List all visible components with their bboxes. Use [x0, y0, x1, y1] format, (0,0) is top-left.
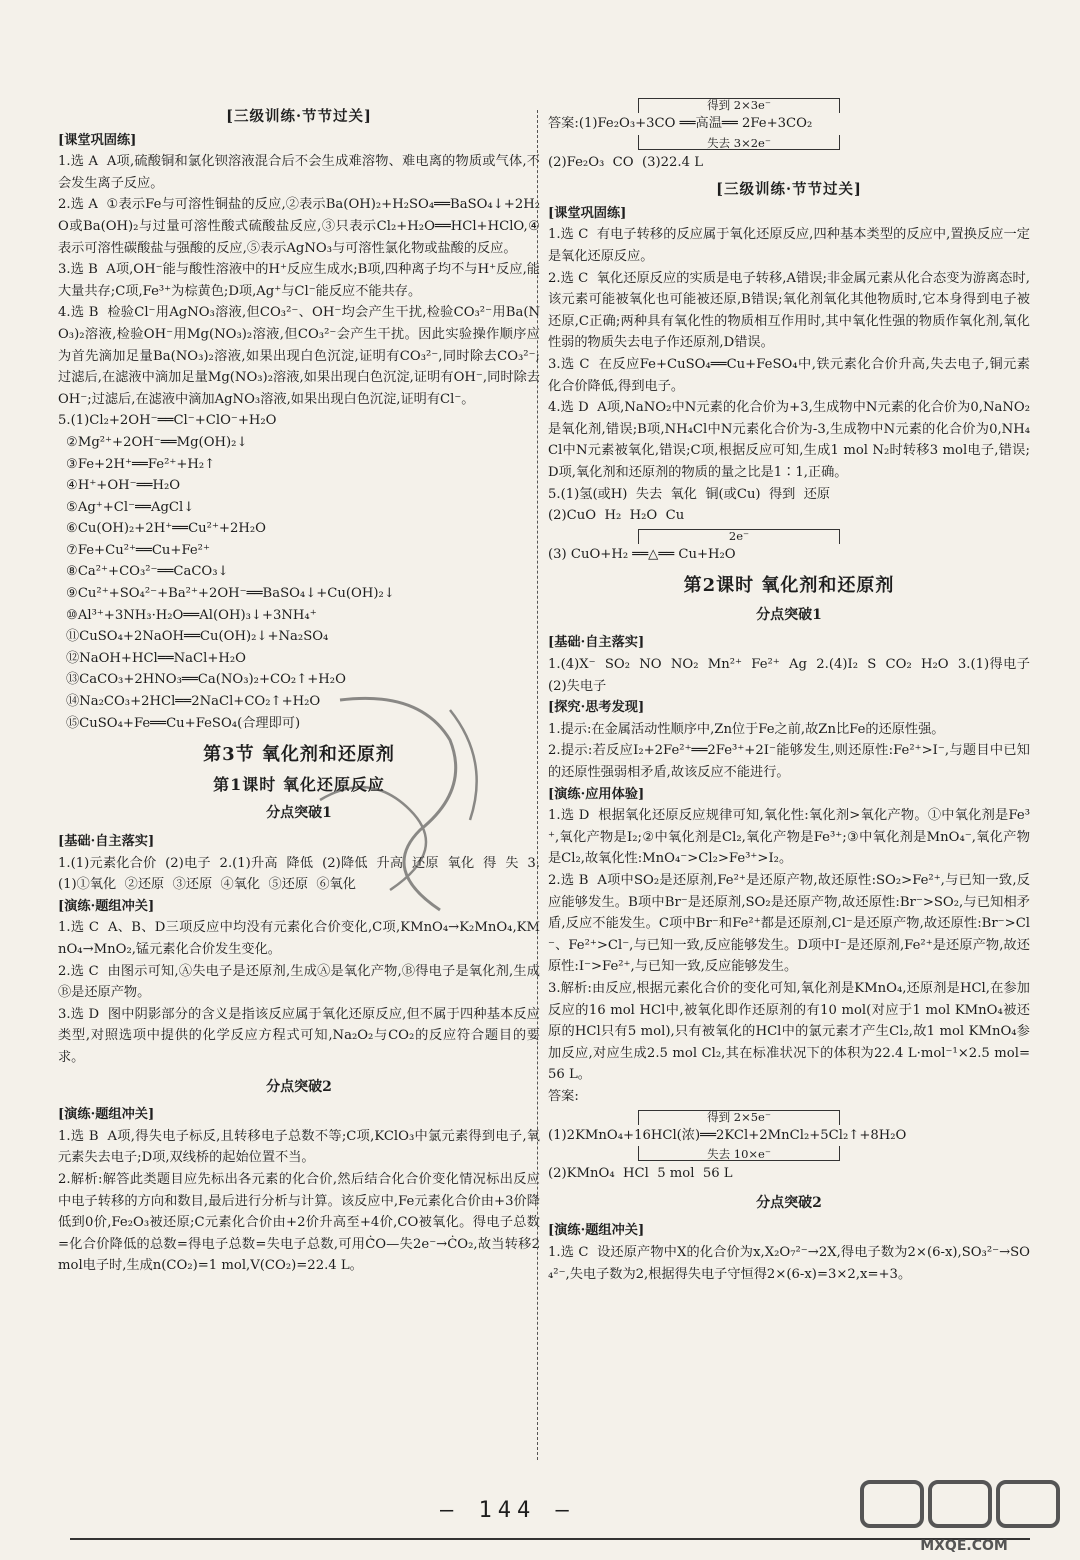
- subsection-tag: [演练·题组冲关]: [58, 1107, 155, 1123]
- answer-paragraph: 答案:: [548, 1088, 579, 1104]
- equation-line: ⑩Al³⁺+3NH₃·H₂O══Al(OH)₃↓+3NH₄⁺: [66, 607, 317, 623]
- subsection-tag: [基础·自主落实]: [548, 635, 645, 651]
- answer-paragraph: 1.提示:在金属活动性顺序中,Zn位于Fe之前,故Zn比Fe的还原性强。: [548, 721, 945, 737]
- answer-paragraph: 2.选 C 由图示可知,Ⓐ失电子是还原剂,生成Ⓐ是氧化产物,Ⓑ得电子是氧化剂,生成Ⓑ是还原产物。: [58, 963, 540, 1001]
- part-heading: 分点突破1: [756, 606, 822, 623]
- answer-paragraph: (2)CuO H₂ H₂O Cu: [548, 508, 685, 524]
- answer-paragraph: 2.选 A ①表示Fe与可溶性铜盐的反应,②表示Ba(OH)₂+H₂SO₄══BaSO₄↓+2H₂O或Ba(OH)₂与过量可溶性酸式硫酸盐反应,③只表示Cl₂+H₂O══HCl+HClO,④表示可溶性碳酸盐与强酸的反应,⑤表示AgNO₃与可溶性氯化物或盐酸的反应。: [58, 197, 540, 256]
- answer-paragraph: (2)Fe₂O₃ CO (3)22.4 L: [548, 154, 703, 170]
- transfer-top-label: 2e⁻: [638, 529, 840, 544]
- lesson-title: 第2课时 氧化剂和还原剂: [683, 575, 895, 597]
- transfer-bottom-label: 失去 3×2e⁻: [638, 135, 840, 150]
- part-heading: 分点突破1: [266, 805, 332, 822]
- answer-paragraph: 1.选 D 根据氧化还原反应规律可知,氧化性:氧化剂>氧化产物。①中氧化剂是Fe³⁺,氧化产物是I₂;②中氧化剂是Cl₂,氧化产物是Fe³⁺;③中氧化剂是MnO₄⁻,氧化产物是Cl₂,故氧化性:MnO₄⁻>Cl₂>Fe³⁺>I₂。: [548, 808, 1030, 867]
- answer-paragraph: 2.提示:若反应I₂+2Fe²⁺══2Fe³⁺+2I⁻能够发生,则还原性:Fe²⁺>I⁻,与题目中已知的还原性强弱相矛盾,故该反应不能进行。: [548, 743, 1030, 781]
- section-header: [三级训练·节节过关]: [226, 108, 372, 125]
- electron-transfer-diagram: [548, 98, 1030, 150]
- answer-paragraph: 5.(1)氢(或H) 失去 氧化 铜(或Cu) 得到 还原: [548, 486, 831, 502]
- section-header: [三级训练·节节过关]: [716, 181, 862, 199]
- equation-line: ⑥Cu(OH)₂+2H⁺══Cu²⁺+2H₂O: [66, 521, 266, 537]
- answer-paragraph: 2.解析:解答此类题目应先标出各元素的化合价,然后结合化合价变化情况标出反应中电子转移的方向和数目,最后进行分析与计算。该反应中,Fe元素化合价由+3价降低到0价,Fe₂O₃被还原;C元素化合价由+2价升高至+4价,CO被氧化。得电子总数=化合价降低的总数=得电子总数=失电子总数,可用Ċ̇O—失2e⁻→ĊO₂,故当转移2 mol电子时,生成n(CO₂)=1 mol,V(CO₂)=22.4 L。: [58, 1171, 545, 1274]
- transfer-top-label: 得到 2×3e⁻: [638, 98, 840, 113]
- answer-paragraph: (2)KMnO₄ HCl 5 mol 56 L: [548, 1166, 733, 1182]
- answer-paragraph: 4.选 D A项,NaNO₂中N元素的化合价为+3,生成物中N元素的化合价为0,NaNO₂是氧化剂,错误;B项,NH₄Cl中N元素化合价为-3,生成物中N元素的化合价为0,NH₄Cl中N元素被氧化,错误;C项,根据反应可知,生成1 mol N₂时转移3 mol电子,错误;D项,氧化剂和还原剂的物质的量之比是1∶1,正确。: [548, 400, 1030, 480]
- svg-text:MXQE.COM: MXQE.COM: [920, 1538, 1008, 1554]
- answer-paragraph: 1.选 C 有电子转移的反应属于氧化还原反应,四种基本类型的反应中,置换反应一定是氧化还原反应。: [548, 227, 1030, 264]
- part-heading: 分点突破2: [266, 1078, 332, 1095]
- answer-paragraph: 1.选 A A项,硫酸铜和氯化钡溶液混合后不会生成难溶物、难电离的物质或气体,不会发生离子反应。: [58, 154, 540, 191]
- part-heading: 分点突破2: [756, 1194, 822, 1211]
- answer-paragraph: 3.解析:由反应,根据元素化合价的变化可知,氧化剂是KMnO₄,还原剂是HCl,在参加反应的16 mol HCl中,被氧化即作还原剂的有10 mol(对应于1 mol KMnO₄被还原的HCl只有5 mol),只有被氧化的HCl中的氯元素才产生Cl₂,故1 mol KMnO₄参加反应,对应生成2.5 mol Cl₂,其在标准状况下的体积为22.4 L·mol⁻¹×2.5 mol=56 L。: [548, 980, 1030, 1083]
- equation-line: ⑨Cu²⁺+SO₄²⁻+Ba²⁺+2OH⁻══BaSO₄↓+Cu(OH)₂↓: [66, 586, 395, 602]
- column-divider: [537, 110, 538, 1460]
- equation-line: ③Fe+2H⁺══Fe²⁺+H₂↑: [66, 456, 216, 472]
- answer-paragraph: 1.(1)元素化合价 (2)电子 2.(1)升高 降低 (2)降低 升高 还原 氧化 得 失 3.(1)①氧化 ②还原 ③还原 ④氧化 ⑤还原 ⑥氧化: [58, 855, 540, 893]
- subsection-tag: [演练·题组冲关]: [548, 1223, 645, 1239]
- answer-paragraph: 4.选 B 检验Cl⁻用AgNO₃溶液,但CO₃²⁻、OH⁻均会产生干扰,检验CO₃²⁻用Ba(NO₃)₂溶液,检验OH⁻用Mg(NO₃)₂溶液,但CO₃²⁻会产生干扰。因此实验操作顺序应为首先滴加足量Ba(NO₃)₂溶液,如果出现白色沉淀,证明有CO₃²⁻,同时除去CO₃²⁻;过滤后,在滤液中滴加足量Mg(NO₃)₂溶液,如果出现白色沉淀,证明有OH⁻,同时除去OH⁻;过滤后,在滤液中滴加AgNO₃溶液,如果出现白色沉淀,证明有Cl⁻。: [58, 305, 540, 407]
- answer-paragraph: 3.选 C 在反应Fe+CuSO₄══Cu+FeSO₄中,铁元素化合价升高,失去电子,铜元素化合价降低,得到电子。: [548, 356, 1030, 394]
- subsection-tag: [探究·思考发现]: [548, 700, 645, 716]
- answer-paragraph: 1.选 C A、B、D三项反应中均没有元素化合价变化,C项,KMnO₄→K₂MnO₄,KMnO₄→MnO₂,锰元素化合价发生变化。: [58, 920, 540, 957]
- equation-line: ②Mg²⁺+2OH⁻══Mg(OH)₂↓: [66, 434, 248, 450]
- equation-line: ④H⁺+OH⁻══H₂O: [66, 478, 181, 494]
- subsection-tag: [课堂巩固练]: [58, 132, 137, 148]
- page-number: — 144 —: [440, 1498, 575, 1523]
- equation-line: ⑮CuSO₄+Fe══Cu+FeSO₄(合理即可): [66, 715, 301, 731]
- equation-line: ⑬CaCO₃+2HNO₃══Ca(NO₃)₂+CO₂↑+H₂O: [66, 672, 346, 688]
- equation-line: ⑫NaOH+HCl══NaCl+H₂O: [66, 650, 246, 666]
- equation-line: ⑧Ca²⁺+CO₃²⁻══CaCO₃↓: [66, 564, 229, 580]
- electron-transfer-diagram: [548, 1110, 1030, 1162]
- answer-paragraph: 2.选 B A项中SO₂是还原剂,Fe²⁺是还原产物,故还原性:SO₂>Fe²⁺,与已知一致,反应能够发生。B项中Br⁻是还原剂,SO₂是还原产物,故还原性:Br⁻>SO₂,与已知相矛盾,反应不能发生。C项中Br⁻和Fe²⁺都是还原剂,Cl⁻是还原产物,故还原性:Br⁻>Cl⁻、Fe²⁺>Cl⁻,与已知一致,反应能够发生。D项中I⁻是还原剂,Fe²⁺是还原产物,故还原性:I⁻>Fe²⁺,与已知一致,反应能够发生。: [548, 873, 1030, 975]
- transfer-equation: 答案:(1)Fe₂O₃+3CO ══高温══ 2Fe+3CO₂: [548, 116, 813, 131]
- class-title: 第1课时 氧化还原反应: [213, 774, 385, 794]
- answer-paragraph: 2.选 C 氧化还原反应的实质是电子转移,A错误;非金属元素从化合态变为游离态时,该元素可能被氧化也可能被还原,B错误;氧化剂氧化其他物质时,它本身得到电子被还原,C正确;两种具有氧化性的物质相互作用时,其中氧化性强的物质作氧化剂,氧化性弱的物质失去电子作还原剂,D错误。: [548, 270, 1030, 351]
- equation-line: ⑤Ag⁺+Cl⁻══AgCl↓: [66, 499, 195, 515]
- mxqe-watermark-logo: [858, 1476, 1070, 1556]
- subsection-tag: [演练·应用体验]: [548, 786, 645, 802]
- equation-line: ⑭Na₂CO₃+2HCl══2NaCl+CO₂↑+H₂O: [66, 694, 321, 710]
- answer-paragraph: 1.选 C 设还原产物中X的化合价为x,X₂O₇²⁻→2X,得电子数为2×(6-x),SO₃²⁻→SO₄²⁻,失电子数为2,根据得失电子守恒得2×(6-x)=3×2,x=+3。: [548, 1244, 1030, 1282]
- transfer-top-label: 得到 2×5e⁻: [638, 1110, 840, 1125]
- lesson-title: 第3节 氧化剂和还原剂: [203, 744, 395, 766]
- answer-paragraph: 5.(1)Cl₂+2OH⁻══Cl⁻+ClO⁻+H₂O: [58, 413, 277, 429]
- handwritten-stamp-overlay: [300, 680, 510, 940]
- equation-line: ⑪CuSO₄+2NaOH══Cu(OH)₂↓+Na₂SO₄: [66, 629, 329, 645]
- electron-transfer-diagram: [548, 529, 1030, 566]
- transfer-equation: (1)2KMnO₄+16HCl(浓)══2KCl+2MnCl₂+5Cl₂↑+8H₂O: [548, 1127, 907, 1143]
- transfer-equation: (3) CuO+H₂ ══△══ Cu+H₂O: [548, 546, 736, 562]
- right-column: [548, 96, 1039, 1285]
- answer-paragraph: 3.选 D 图中阴影部分的含义是指该反应属于氧化还原反应,但不属于四种基本反应类型,对照选项中提供的化学反应方程式可知,Na₂O₂与CO₂的反应符合题目的要求。: [58, 1006, 540, 1065]
- equation-line: ⑦Fe+Cu²⁺══Cu+Fe²⁺: [66, 542, 210, 558]
- answer-paragraph: 1.选 B A项,得失电子标反,且转移电子总数不等;C项,KClO₃中氯元素得到电子,氧元素失去电子;D项,双线桥的起始位置不当。: [58, 1128, 540, 1166]
- subsection-tag: [基础·自主落实]: [58, 834, 155, 849]
- answer-paragraph: 3.选 B A项,OH⁻能与酸性溶液中的H⁺反应生成水;B项,四种离子均不与H⁺反应,能大量共存;C项,Fe³⁺为棕黄色;D项,Ag⁺与Cl⁻能反应不能共存。: [58, 262, 540, 299]
- transfer-bottom-label: 失去 10×e⁻: [638, 1146, 840, 1161]
- subsection-tag: [演练·题组冲关]: [58, 898, 155, 914]
- subsection-tag: [课堂巩固练]: [548, 205, 627, 221]
- answer-paragraph: 1.(4)X⁻ SO₂ NO NO₂ Mn²⁺ Fe²⁺ Ag 2.(4)I₂ S CO₂ H₂O 3.(1)得电子 (2)失电子: [548, 657, 1039, 694]
